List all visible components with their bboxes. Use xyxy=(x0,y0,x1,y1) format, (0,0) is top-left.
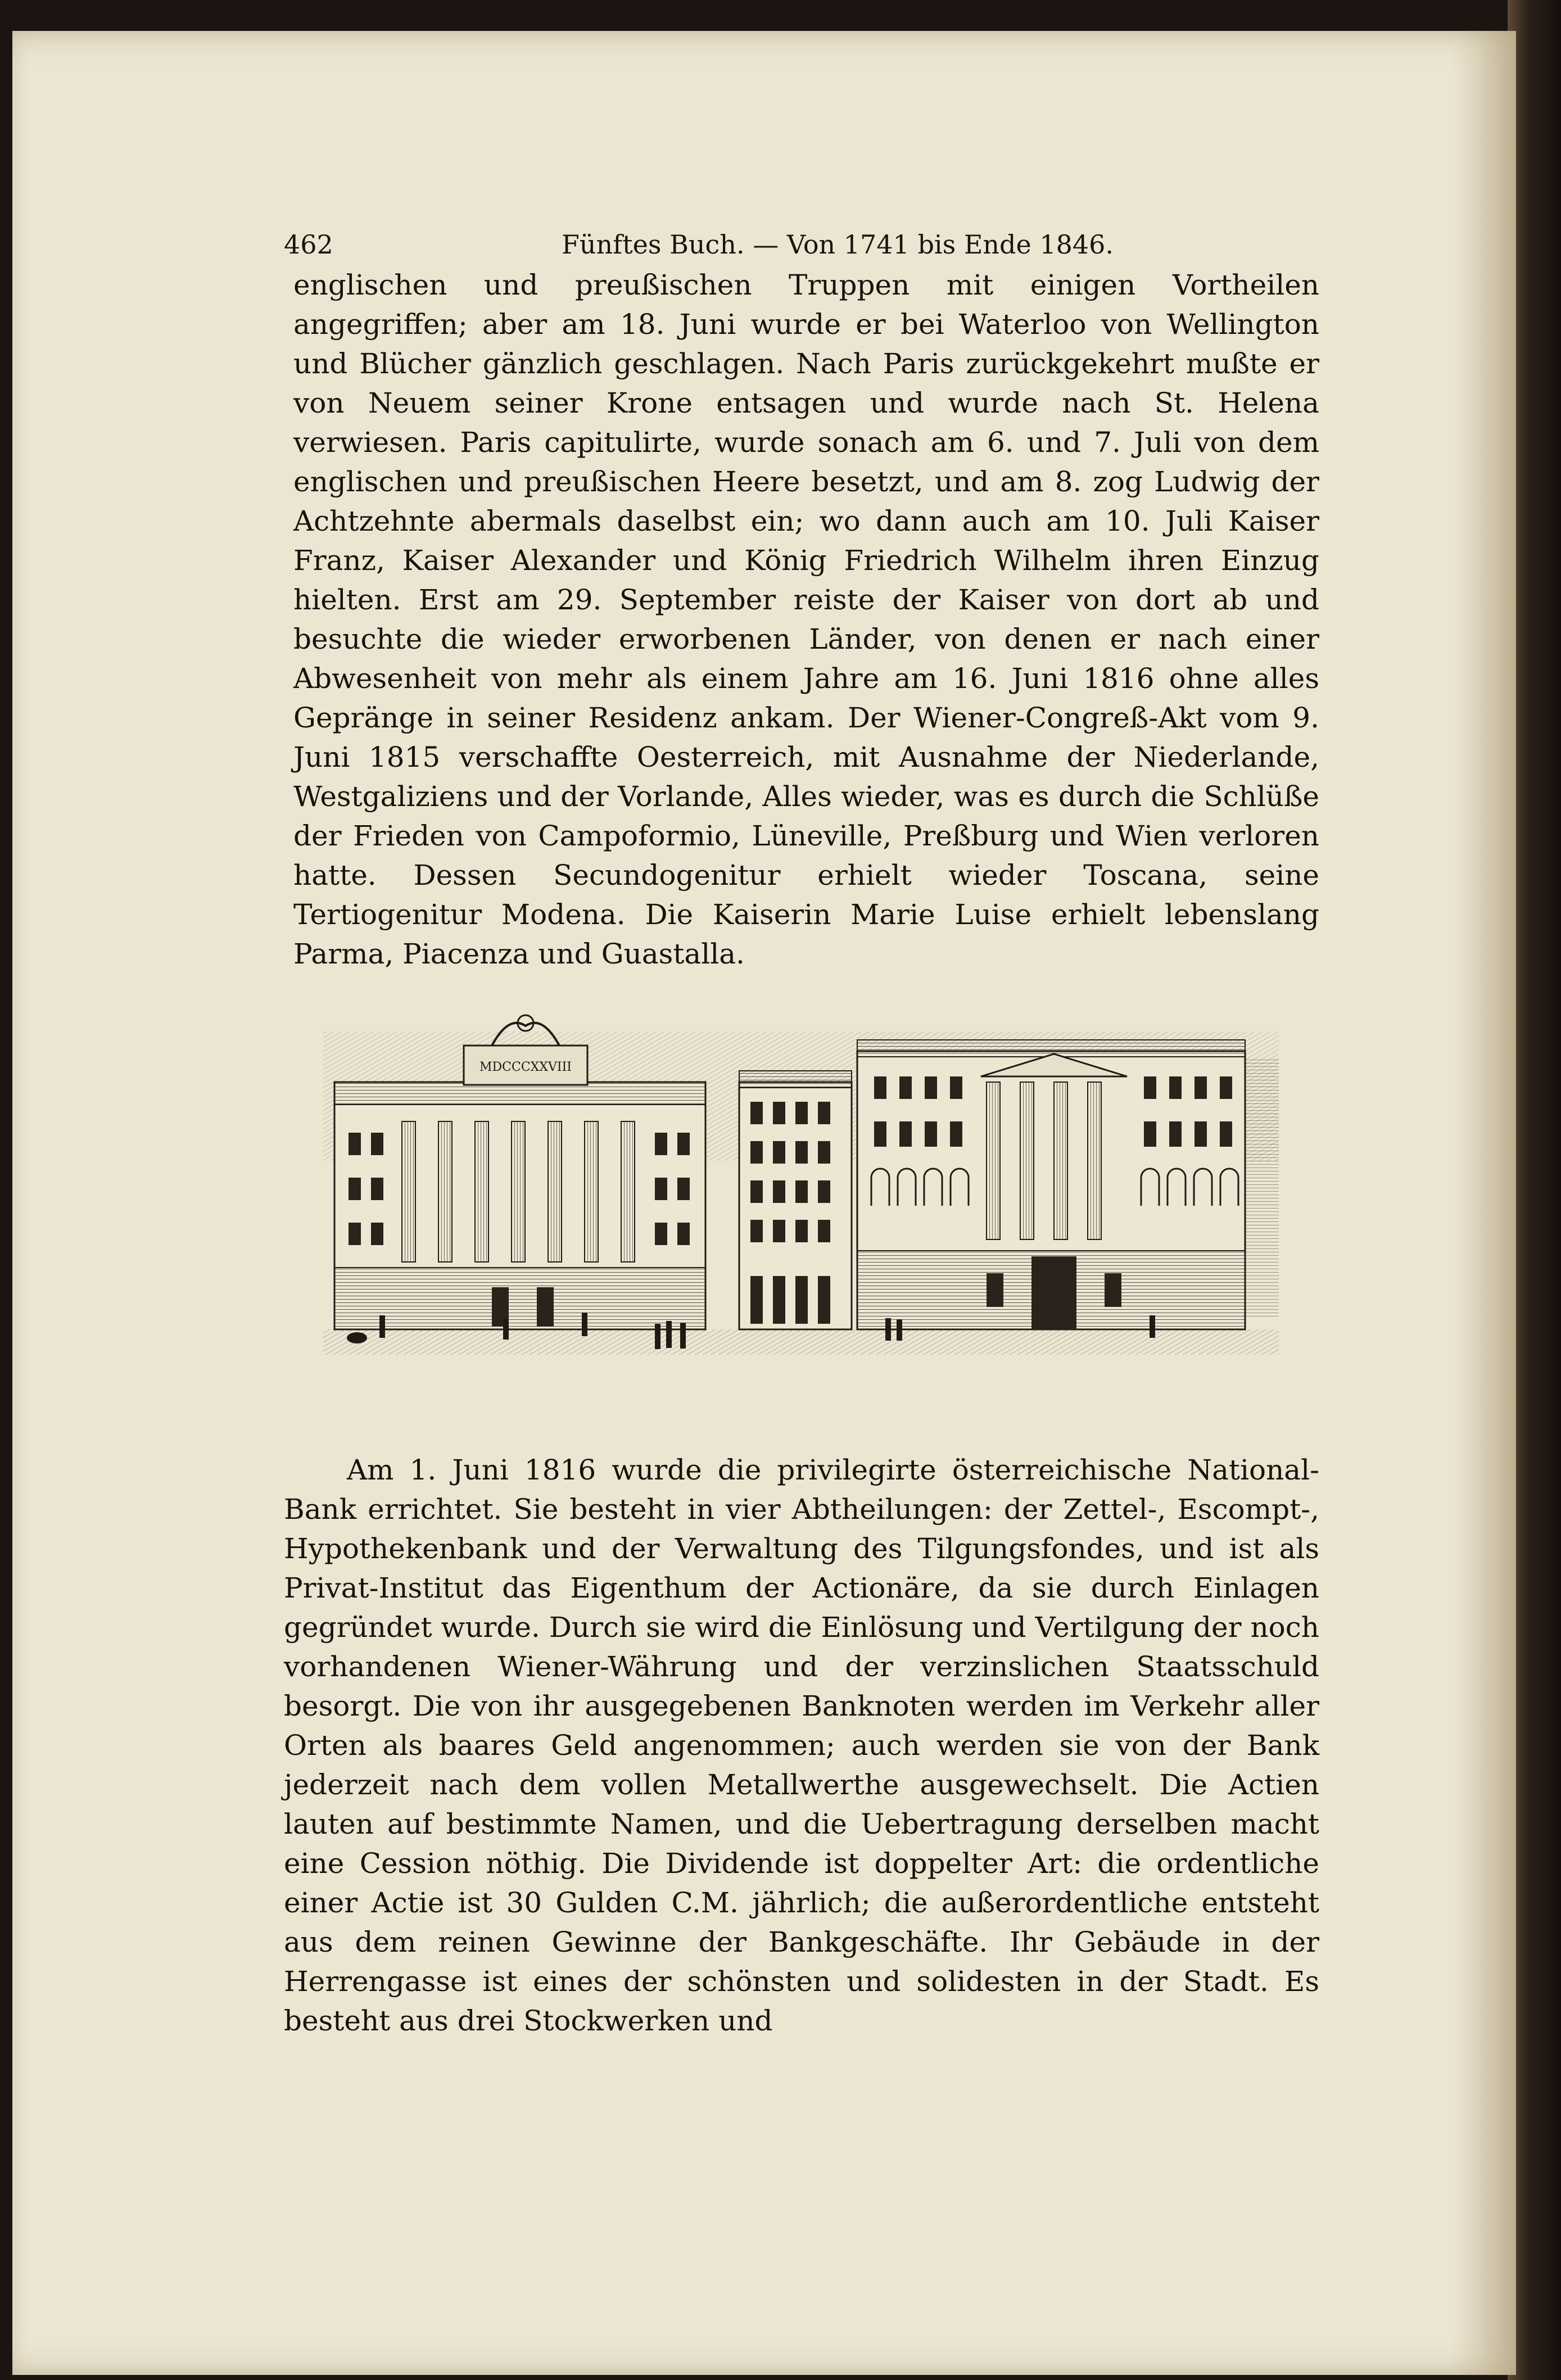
national-bank-engraving xyxy=(323,992,1279,1369)
paragraph-national-bank: Am 1. Juni 1816 wurde die privilegirte österreichische National-Bank errichtet. Sie besteht in vier Abtheilungen: der Zettel-, Escompt-, Hypothekenbank und der Verwaltung des Tilgungsfondes, und ist als Privat-Institut das Eigenthum der Actionäre, da sie durch Einlagen gegründet wurde. Durch sie wird die Einlösung und Vertilgung der noch vorhandenen Wiener-Währung und der verzinslichen Staatsschuld besorgt. Die von ihr ausgegebenen Banknoten werden im Verkehr aller Orten als baares Geld angenommen; auch werden sie von der Bank jederzeit nach dem vollen Metallwerthe ausgewechselt. Die Actien lauten auf bestimmte Namen, und die Uebertragung derselben macht eine Cession nöthig. Die Dividende ist doppelter Art: die ordentliche einer Actie ist 30 Gulden C.M. jährlich; die außerordentliche entsteht aus dem reinen Gewinne der Bankgeschäfte. Ihr Gebäude in der Herrengasse ist eines der schönsten und solidesten in der Stadt. Es besteht aus drei Stockwerken und xyxy=(284,1454,1319,2037)
building-inscription: MDCCCXXVIII xyxy=(479,1060,572,1074)
page-gutter-shade xyxy=(1451,31,1516,2375)
right-building xyxy=(857,1040,1245,1329)
running-head: Fünftes Buch. — Von 1741 bis Ende 1846. xyxy=(562,229,1114,260)
paragraph-waterloo: englischen und preußischen Truppen mit einigen Vortheilen angegriffen; aber am 18. Juni wurde er bei Waterloo von Wellington und Blücher gänzlich geschlagen. Nach Paris zurückgekehrt mußte er von Neuem seiner Krone entsagen und wurde nach St. Helena verwiesen. Paris capitulirte, wurde sonach am 6. und 7. Juli von dem englischen und preußischen Heere besetzt, und am 8. zog Ludwig der Achtzehnte abermals daselbst ein; wo dann auch am 10. Juli Kaiser Franz, Kaiser Alexander und König Friedrich Wilhelm ihren Einzug hielten. Erst am 29. September reiste der Kaiser von dort ab und besuchte die wieder erworbenen Länder, von denen er nach einer Abwesenheit von mehr als einem Jahre am 16. Juni 1816 ohne alles Gepränge in seiner Residenz ankam. Der Wiener-Congreß-Akt vom 9. Juni 1815 verschaffte Oesterreich, mit Ausnahme der Niederlande, Westgaliziens und der Vorlande, Alles wieder, was es durch die Schlüße der Frieden von Campoformio, Lüneville, Preßburg und Wien verloren hatte. Dessen Secundogenitur erhielt wieder Toscana, seine Tertiogenitur Modena. Die Kaiserin Marie Luise erhielt lebenslang Parma, Piacenza und Guastalla. xyxy=(293,269,1319,970)
page-number: 462 xyxy=(284,229,333,260)
middle-building xyxy=(739,1071,852,1329)
page-header xyxy=(284,225,1114,264)
